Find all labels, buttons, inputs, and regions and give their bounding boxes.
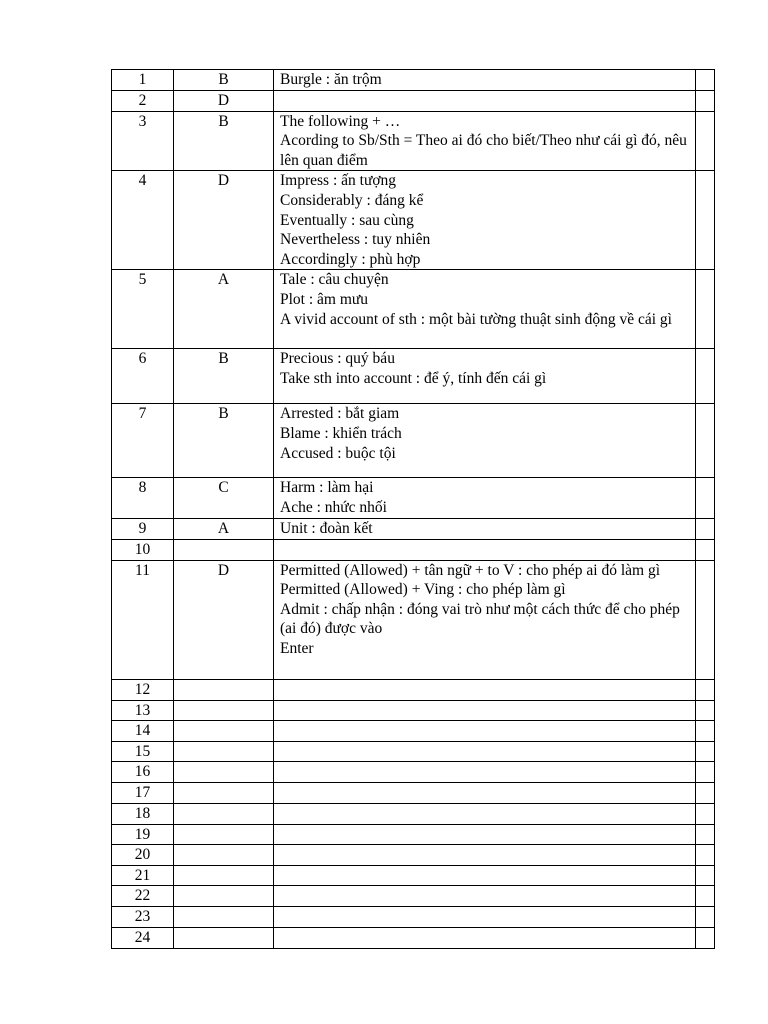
- answer-cell: D: [174, 91, 274, 112]
- question-number-cell: 10: [112, 539, 174, 560]
- empty-cell: [696, 478, 715, 519]
- question-number-cell: 14: [112, 721, 174, 742]
- table-row: [112, 927, 715, 948]
- note-line: Enter: [280, 639, 314, 657]
- empty-cell: [696, 700, 715, 721]
- notes-cell: [274, 845, 696, 866]
- notes-cell: [274, 741, 696, 762]
- table-row: [112, 865, 715, 886]
- notes-cell: [274, 404, 696, 478]
- table-row: [112, 679, 715, 700]
- question-number-cell: 1: [112, 70, 174, 91]
- empty-cell: [696, 519, 715, 540]
- answer-cell: [174, 927, 274, 948]
- note-line: Impress : ấn tượng: [280, 172, 397, 190]
- empty-cell: [696, 349, 715, 404]
- table-row: [112, 349, 715, 404]
- table-row: [112, 270, 715, 349]
- table-row: [112, 782, 715, 803]
- answer-cell: [174, 886, 274, 907]
- notes-cell: [274, 762, 696, 783]
- table-row: [112, 539, 715, 560]
- notes-cell: [274, 519, 696, 540]
- answer-cell: [174, 721, 274, 742]
- note-line: Eventually : sau cùng: [280, 211, 414, 229]
- table-row: [112, 803, 715, 824]
- answer-cell: B: [174, 349, 274, 404]
- table-row: [112, 762, 715, 783]
- notes-cell: [274, 70, 696, 91]
- question-number-cell: 13: [112, 700, 174, 721]
- note-line: A vivid account of sth : một bài tường thuật sinh động về cái gì: [280, 310, 672, 328]
- empty-cell: [696, 270, 715, 349]
- answer-cell: A: [174, 270, 274, 349]
- table-row: [112, 404, 715, 478]
- answer-cell: [174, 539, 274, 560]
- table-row: [112, 824, 715, 845]
- notes-cell: [274, 111, 696, 171]
- note-line: Nevertheless : tuy nhiên: [280, 231, 431, 249]
- notes-cell: [274, 782, 696, 803]
- empty-cell: [696, 171, 715, 270]
- notes-cell: [274, 560, 696, 679]
- empty-cell: [696, 679, 715, 700]
- table-row: [112, 519, 715, 540]
- question-number-cell: 12: [112, 679, 174, 700]
- note-line: Ache : nhức nhối: [280, 498, 387, 516]
- empty-cell: [696, 782, 715, 803]
- question-number-cell: 19: [112, 824, 174, 845]
- answer-cell: [174, 865, 274, 886]
- note-line: Acording to Sb/Sth = Theo ai đó cho biết/Theo như cái gì đó, nêu lên quan điểm: [280, 132, 687, 169]
- notes-cell: [274, 927, 696, 948]
- answer-cell: [174, 700, 274, 721]
- empty-cell: [696, 927, 715, 948]
- question-number-cell: 7: [112, 404, 174, 478]
- question-number-cell: 3: [112, 111, 174, 171]
- answer-cell: [174, 782, 274, 803]
- table-row: [112, 741, 715, 762]
- table-row: [112, 845, 715, 866]
- empty-cell: [696, 906, 715, 927]
- note-line: The following + …: [280, 112, 401, 130]
- question-number-cell: 2: [112, 91, 174, 112]
- table-row: [112, 111, 715, 171]
- empty-cell: [696, 803, 715, 824]
- table-row: [112, 171, 715, 270]
- note-line: Plot : âm mưu: [280, 290, 369, 308]
- answer-cell: B: [174, 404, 274, 478]
- table-row: [112, 886, 715, 907]
- empty-cell: [696, 721, 715, 742]
- answer-cell: [174, 741, 274, 762]
- notes-cell: [274, 886, 696, 907]
- notes-cell: [274, 349, 696, 404]
- question-number-cell: 16: [112, 762, 174, 783]
- question-number-cell: 15: [112, 741, 174, 762]
- answer-cell: D: [174, 560, 274, 679]
- answer-cell: D: [174, 171, 274, 270]
- note-line: Harm : làm hại: [280, 479, 374, 497]
- note-line: Permitted (Allowed) + Ving : cho phép làm gì: [280, 581, 566, 599]
- note-line: Considerably : đáng kể: [280, 191, 424, 209]
- question-number-cell: 23: [112, 906, 174, 927]
- question-number-cell: 8: [112, 478, 174, 519]
- answer-cell: B: [174, 111, 274, 171]
- question-number-cell: 4: [112, 171, 174, 270]
- note-line: Unit : đoàn kết: [280, 520, 373, 538]
- notes-cell: [274, 539, 696, 560]
- question-number-cell: 6: [112, 349, 174, 404]
- answer-cell: [174, 803, 274, 824]
- empty-cell: [696, 741, 715, 762]
- notes-cell: [274, 679, 696, 700]
- table-row: [112, 700, 715, 721]
- notes-cell: [274, 721, 696, 742]
- question-number-cell: 21: [112, 865, 174, 886]
- table-row: [112, 70, 715, 91]
- answer-cell: [174, 762, 274, 783]
- question-number-cell: 20: [112, 845, 174, 866]
- notes-cell: [274, 906, 696, 927]
- answer-cell: A: [174, 519, 274, 540]
- empty-cell: [696, 762, 715, 783]
- table-row: [112, 478, 715, 519]
- question-number-cell: 11: [112, 560, 174, 679]
- notes-cell: [274, 700, 696, 721]
- empty-cell: [696, 70, 715, 91]
- table-row: [112, 906, 715, 927]
- empty-cell: [696, 824, 715, 845]
- table-row: [112, 721, 715, 742]
- empty-cell: [696, 845, 715, 866]
- question-number-cell: 5: [112, 270, 174, 349]
- answer-cell: B: [174, 70, 274, 91]
- empty-cell: [696, 886, 715, 907]
- note-line: Blame : khiển trách: [280, 424, 402, 442]
- answer-cell: [174, 906, 274, 927]
- note-line: Tale : câu chuyện: [280, 271, 389, 289]
- note-line: Permitted (Allowed) + tân ngữ + to V : cho phép ai đó làm gì: [280, 561, 661, 579]
- question-number-cell: 24: [112, 927, 174, 948]
- empty-cell: [696, 111, 715, 171]
- notes-cell: [274, 803, 696, 824]
- notes-cell: [274, 478, 696, 519]
- question-number-cell: 18: [112, 803, 174, 824]
- empty-cell: [696, 91, 715, 112]
- answer-cell: [174, 824, 274, 845]
- question-number-cell: 9: [112, 519, 174, 540]
- answer-cell: C: [174, 478, 274, 519]
- notes-cell: [274, 865, 696, 886]
- answer-cell: [174, 679, 274, 700]
- note-line: Take sth into account : để ý, tính đến cái gì: [280, 369, 547, 387]
- note-line: Arrested : bắt giam: [280, 405, 400, 423]
- notes-cell: [274, 171, 696, 270]
- empty-cell: [696, 539, 715, 560]
- note-line: Precious : quý báu: [280, 350, 395, 368]
- notes-cell: [274, 824, 696, 845]
- notes-cell: [274, 91, 696, 112]
- empty-cell: [696, 560, 715, 679]
- note-line: Accordingly : phù hợp: [280, 250, 421, 268]
- note-line: Admit : chấp nhận : đóng vai trò như một cách thức để cho phép (ai đó) được vào: [280, 600, 680, 638]
- answer-table: [111, 69, 715, 949]
- empty-cell: [696, 404, 715, 478]
- question-number-cell: 22: [112, 886, 174, 907]
- answer-cell: [174, 845, 274, 866]
- notes-cell: [274, 270, 696, 349]
- note-line: Burgle : ăn trộm: [280, 71, 382, 88]
- table-body: [112, 70, 715, 949]
- table-row: [112, 560, 715, 679]
- empty-cell: [696, 865, 715, 886]
- note-line: Accused : buộc tội: [280, 444, 396, 462]
- question-number-cell: 17: [112, 782, 174, 803]
- table-row: [112, 91, 715, 112]
